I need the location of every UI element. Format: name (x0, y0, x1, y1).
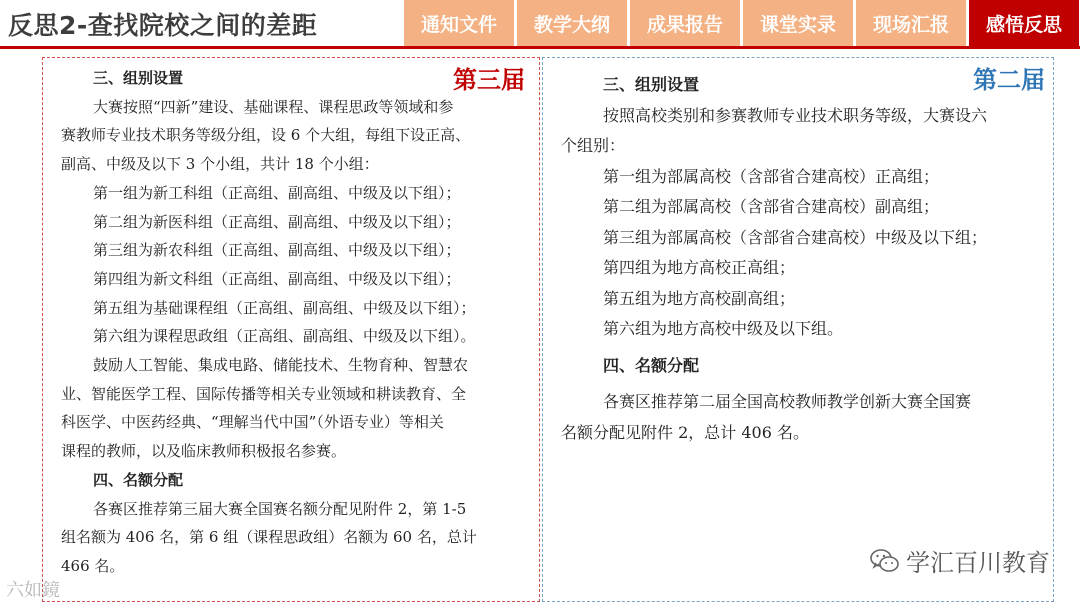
document-line: 第四组为地方高校正高组； (603, 258, 796, 277)
third-edition-label: 第三届 (453, 66, 525, 94)
document-line: 名额分配见附件 2，总计 406 名。 (561, 422, 809, 442)
document-line: 第六组为地方高校中级及以下组。 (603, 319, 844, 338)
document-line: 第五组为基础课程组（正高组、副高组、中级及以下组）； (93, 298, 476, 317)
tab-notice-documents[interactable]: 通知文件 (404, 0, 514, 46)
second-edition-document-panel (542, 57, 1054, 602)
nav-tabs (404, 0, 1079, 46)
document-line: 第一组为新工科组（正高组、副高组、中级及以下组）； (93, 183, 461, 202)
second-edition-label: 第二届 (973, 66, 1045, 94)
watermark-text: 学汇百川教育 (906, 549, 1050, 577)
document-line: 按照高校类别和参赛教师专业技术职务等级，大赛设六 (603, 105, 988, 125)
tab-reflection[interactable]: 感悟反思 (969, 0, 1079, 46)
tab-results-report[interactable]: 成果报告 (630, 0, 740, 46)
document-line: 鼓励人工智能、集成电路、储能技术、生物育种、智慧农 (93, 356, 469, 375)
document-line: 组名额为 406 名，第 6 组（课程思政组）名额为 60 名，总计 (61, 528, 477, 547)
page-title: 反思2-查找院校之间的差距 (8, 11, 318, 40)
document-line: 副高、中级及以下 3 个小组，共计 18 个小组： (61, 155, 379, 174)
document-line: 第六组为课程思政组（正高组、副高组、中级及以下组）。 (93, 327, 476, 346)
tab-onsite-presentation[interactable]: 现场汇报 (856, 0, 966, 46)
document-line: 大赛按照“四新”建设、基础课程、课程思政等领域和参 (93, 97, 454, 116)
document-line: 第一组为部属高校（含部省合建高校）正高组； (603, 166, 940, 186)
third-edition-document-panel (42, 57, 540, 602)
document-line: 第二组为新医科组（正高组、副高组、中级及以下组）； (93, 212, 461, 231)
section-heading: 四、名额分配 (93, 470, 184, 489)
document-line: 业、智能医学工程、国际传播等相关专业领域和耕读教育、全 (61, 384, 467, 403)
document-line: 第三组为部属高校（含部省合建高校）中级及以下组； (603, 227, 988, 247)
document-line: 466 名。 (61, 556, 125, 575)
corner-watermark: 六如鏡 (6, 580, 60, 601)
section-heading: 三、组别设置 (603, 75, 700, 94)
section-heading: 三、组别设置 (93, 69, 184, 87)
document-line: 各赛区推荐第二届全国高校教师教学创新大赛全国赛 (603, 392, 972, 411)
tab-classroom-recording[interactable]: 课堂实录 (743, 0, 853, 46)
document-line: 个组别： (561, 136, 626, 155)
wechat-icon (870, 548, 900, 574)
document-line: 科医学、中医药经典、“理解当代中国”（外语专业）等相关 (61, 413, 444, 432)
header-divider (0, 46, 1080, 49)
header-bar (0, 0, 1080, 46)
document-line: 第五组为地方高校副高组； (603, 288, 796, 308)
third-edition-text (61, 64, 521, 581)
document-line: 第三组为新农科组（正高组、副高组、中级及以下组）； (93, 241, 461, 260)
document-line: 第二组为部属高校（含部省合建高校）副高组； (603, 197, 940, 216)
second-edition-text (561, 64, 1035, 448)
document-line: 课程的教师，以及临床教师积极报名参赛。 (61, 442, 347, 461)
document-line: 第四组为新文科组（正高组、副高组、中级及以下组）； (93, 269, 461, 288)
account-watermark (870, 543, 1050, 578)
document-line: 赛教师专业技术职务等级分组，设 6 个大组，每组下设正高、 (61, 126, 471, 145)
document-line: 各赛区推荐第三届大赛全国赛名额分配见附件 2，第 1-5 (93, 499, 467, 518)
section-heading: 四、名额分配 (603, 355, 700, 375)
tab-syllabus[interactable]: 教学大纲 (517, 0, 627, 46)
